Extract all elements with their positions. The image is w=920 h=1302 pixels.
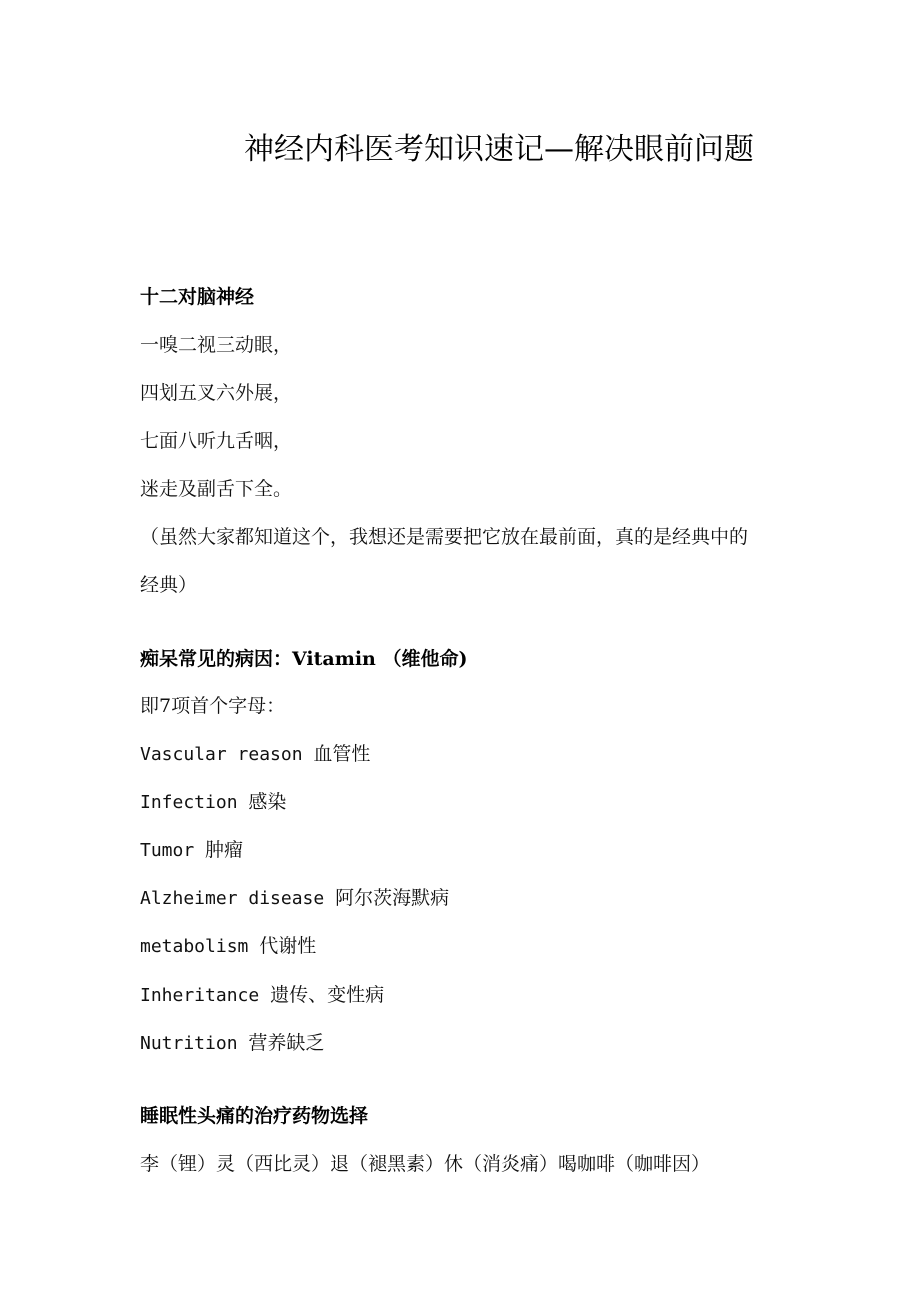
list-item bbox=[140, 1029, 324, 1058]
item-chinese: 感染 bbox=[248, 791, 287, 813]
note-line: 经典） bbox=[140, 574, 198, 596]
item-english: Infection bbox=[140, 792, 238, 813]
list-item bbox=[140, 884, 449, 913]
item-chinese: 遗传、变性病 bbox=[270, 984, 385, 1006]
mnemonic-line: 七面八听九舌咽， bbox=[140, 430, 293, 452]
mnemonic-line: 李（锂）灵（西比灵）退（褪黑素）休（消炎痛）喝咖啡（咖啡因） bbox=[140, 1153, 711, 1175]
item-chinese: 血管性 bbox=[313, 743, 371, 765]
item-chinese: 营养缺乏 bbox=[248, 1032, 325, 1054]
item-chinese: 肿瘤 bbox=[205, 839, 244, 861]
item-english: Inheritance bbox=[140, 985, 260, 1006]
list-item bbox=[140, 932, 316, 961]
list-item bbox=[140, 836, 243, 865]
list-item bbox=[140, 788, 286, 817]
list-item bbox=[140, 740, 370, 769]
mnemonic-line: 迷走及副舌下全。 bbox=[140, 478, 293, 500]
mnemonic-line: 四划五叉六外展， bbox=[140, 382, 293, 404]
item-english: Tumor bbox=[140, 840, 195, 861]
page-title: 神经内科医考知识速记—解决眼前问题 bbox=[244, 132, 754, 167]
mnemonic-line: 一嗅二视三动眼， bbox=[140, 334, 293, 356]
section-heading-cranial-nerves: 十二对脑神经 bbox=[140, 286, 255, 308]
item-english: Alzheimer disease bbox=[140, 888, 325, 909]
item-chinese: 代谢性 bbox=[259, 935, 317, 957]
note-line: （虽然大家都知道这个，我想还是需要把它放在最前面，真的是经典中的 bbox=[140, 526, 749, 548]
section-heading-hypnic-headache: 睡眠性头痛的治疗药物选择 bbox=[140, 1105, 369, 1127]
item-english: Nutrition bbox=[140, 1033, 238, 1054]
item-english: metabolism bbox=[140, 936, 249, 957]
list-item bbox=[140, 981, 384, 1010]
item-chinese: 阿尔茨海默病 bbox=[335, 887, 450, 909]
intro-line: 即7项首个字母： bbox=[140, 695, 286, 717]
item-english: Vascular reason bbox=[140, 744, 303, 765]
section-heading-dementia-causes: 痴呆常见的病因：Vitamin （维他命) bbox=[140, 648, 468, 670]
